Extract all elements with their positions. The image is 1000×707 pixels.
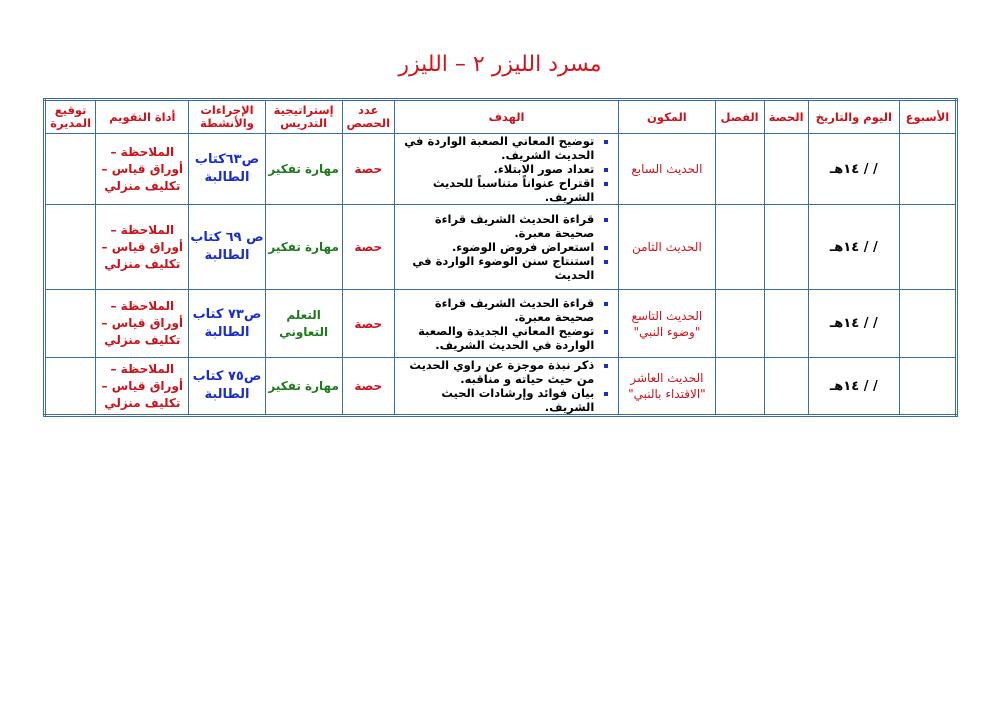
strategy-line: مهارة تفكير <box>268 161 339 176</box>
component-cell <box>619 205 715 290</box>
period-cell <box>764 134 808 205</box>
goal-item: ▪ توضيح المعاني الصعبة الواردة في الحديث الشريف. <box>399 134 594 162</box>
procedures-cell <box>189 134 265 205</box>
header-class: الفصل <box>715 100 764 134</box>
count-cell: حصة <box>342 205 394 290</box>
header-count-line1: عدد <box>358 103 379 117</box>
count-cell: حصة <box>342 134 394 205</box>
goal-cell <box>394 290 618 358</box>
component-line: الحديث التاسع <box>631 308 703 323</box>
header-period: الحصة <box>764 100 808 134</box>
procedures-line: الطالبة <box>204 387 250 402</box>
strategy-cell <box>265 134 342 205</box>
strategy-line: التعلم <box>286 307 321 322</box>
signature-cell <box>45 205 96 290</box>
evaluation-line: تكليف منزلي <box>104 178 181 193</box>
header-procedures-line1: الإجراءات <box>200 103 254 117</box>
goal-list <box>399 296 612 352</box>
strategy-line: مهارة تفكير <box>268 378 339 393</box>
header-week: الأسبوع <box>899 100 956 134</box>
header-signature-line1: توقيع <box>54 103 87 117</box>
signature-cell <box>45 290 96 358</box>
evaluation-cell <box>96 205 189 290</box>
evaluation-line: أوراق قياس – <box>101 316 184 330</box>
goal-item: ▪ اقتراح عنواناً متناسباً للحديث الشريف. <box>399 176 594 204</box>
component-line: الحديث العاشر <box>630 371 704 385</box>
week-cell <box>899 358 956 416</box>
period-cell <box>764 358 808 416</box>
strategy-line: مهارة تفكير <box>268 239 339 254</box>
header-row <box>45 100 957 134</box>
procedures-line: الطالبة <box>204 248 250 263</box>
evaluation-line: الملاحظة – <box>110 144 175 159</box>
date-cell: / / ١٤هـ <box>808 134 899 205</box>
date-cell: / / ١٤هـ <box>808 205 899 290</box>
header-signature-line2: المديرة <box>50 116 92 130</box>
procedures-cell <box>189 205 265 290</box>
class-cell <box>715 290 764 358</box>
goal-cell <box>394 134 618 205</box>
evaluation-cell <box>96 134 189 205</box>
header-strategy-line1: إستراتيجية <box>273 103 334 117</box>
evaluation-line: الملاحظة – <box>110 361 175 376</box>
component-line: الحديث الثامن <box>631 240 702 254</box>
procedures-cell <box>189 290 265 358</box>
procedures-line: الطالبة <box>204 170 250 185</box>
week-cell <box>899 205 956 290</box>
class-cell <box>715 205 764 290</box>
goal-list <box>399 358 612 414</box>
strategy-cell <box>265 358 342 416</box>
header-strategy <box>265 100 342 134</box>
signature-cell <box>45 358 96 416</box>
goal-item: ▪ توضيح المعاني الجديدة والصعبة الواردة في الحديث الشريف. <box>399 324 594 352</box>
signature-cell <box>45 134 96 205</box>
header-count <box>342 100 394 134</box>
week-cell <box>899 290 956 358</box>
goal-cell <box>394 205 618 290</box>
evaluation-cell <box>96 290 189 358</box>
goal-list <box>399 212 612 282</box>
week-cell <box>899 134 956 205</box>
count-cell: حصة <box>342 358 394 416</box>
evaluation-line: تكليف منزلي <box>104 395 181 410</box>
table-row <box>45 290 957 358</box>
strategy-cell <box>265 290 342 358</box>
page-title: مسرد الليزر ٢ – الليزر <box>398 52 602 77</box>
component-cell <box>619 358 715 416</box>
evaluation-line: تكليف منزلي <box>104 256 181 271</box>
strategy-line: التعاوني <box>279 324 329 339</box>
goal-list <box>399 134 612 204</box>
goal-item: ▪ استعراض فروض الوضوء. <box>399 240 594 254</box>
header-count-line2: الحصص <box>346 116 391 130</box>
goal-item: ▪ ذكر نبذة موجزة عن راوي الحديث من حيث حياته و مناقبه. <box>399 358 594 386</box>
table-row <box>45 134 957 205</box>
strategy-cell <box>265 205 342 290</box>
table-row <box>45 205 957 290</box>
header-day-date: اليوم والتاريخ <box>808 100 899 134</box>
class-cell <box>715 134 764 205</box>
goal-cell <box>394 358 618 416</box>
header-component: المكون <box>619 100 715 134</box>
component-line: "وضوء النبي" <box>633 324 701 339</box>
goal-item: ▪ استنتاج سنن الوضوء الواردة في الحديث <box>399 254 594 282</box>
header-strategy-line2: التدريس <box>280 116 328 130</box>
date-cell: / / ١٤هـ <box>808 358 899 416</box>
goal-item: ▪ قراءة الحديث الشريف قراءة صحيحة معبرة. <box>399 296 594 324</box>
procedures-cell <box>189 358 265 416</box>
evaluation-line: أوراق قياس – <box>101 378 184 393</box>
evaluation-line: أوراق قياس – <box>101 161 184 176</box>
header-procedures <box>189 100 265 134</box>
count-cell: حصة <box>342 290 394 358</box>
component-line: الحديث السابع <box>631 162 703 176</box>
goal-item: ▪ قراءة الحديث الشريف قراءة صحيحة معبرة. <box>399 212 594 240</box>
evaluation-line: الملاحظة – <box>110 299 175 313</box>
component-cell <box>619 290 715 358</box>
component-line: "الاقتداء بالنبي" <box>628 387 706 401</box>
header-signature <box>45 100 96 134</box>
header-procedures-line2: والأنشطة <box>200 116 254 130</box>
procedures-line: ص٧٣ كتاب <box>192 306 262 322</box>
procedures-line: الطالبة <box>204 324 250 340</box>
procedures-line: ص ٦٩ كتاب <box>190 230 264 245</box>
class-cell <box>715 358 764 416</box>
table-row <box>45 358 957 416</box>
procedures-line: ص٦٣كتاب <box>194 152 260 167</box>
goal-item: ▪ تعداد صور الابتلاء. <box>399 162 594 176</box>
period-cell <box>764 205 808 290</box>
procedures-line: ص٧٥ كتاب <box>192 369 262 384</box>
period-cell <box>764 290 808 358</box>
evaluation-line: الملاحظة – <box>110 222 175 237</box>
component-cell <box>619 134 715 205</box>
lesson-plan-table <box>43 98 958 417</box>
header-goal: الهدف <box>394 100 618 134</box>
header-evaluation: أداة التقويم <box>96 100 189 134</box>
evaluation-line: تكليف منزلي <box>104 333 181 347</box>
evaluation-cell <box>96 358 189 416</box>
date-cell: / / ١٤هـ <box>808 290 899 358</box>
evaluation-line: أوراق قياس – <box>101 239 184 254</box>
goal-item: ▪ بيان فوائد وإرشادات الحيث الشريف. <box>399 386 594 414</box>
